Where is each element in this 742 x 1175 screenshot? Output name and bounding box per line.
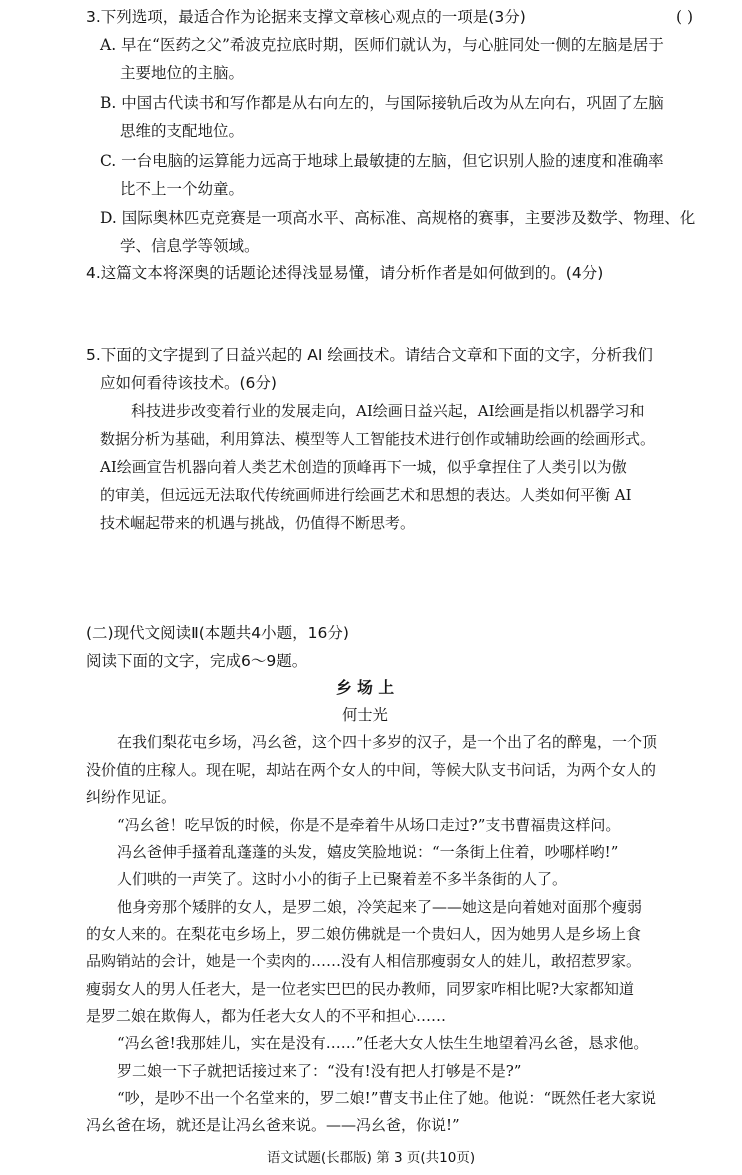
story-paragraph-line: “冯幺爸！吃早饭的时候，你是不是牵着牛从场口走过?”支书曹福贵这样问。: [117, 816, 621, 834]
story-paragraph-line: 人们哄的一声笑了。这时小小的街子上已聚着差不多半条街的人了。: [117, 870, 568, 888]
q3-option-a-line1: A. 早在“医药之父”希波克拉底时期，医师们就认为，与心脏同处一侧的左脑是居于: [100, 36, 664, 54]
story-paragraph-line: “吵，是吵不出一个名堂来的，罗二娘!”曹支书止住了她。他说：“既然任老大家说: [117, 1089, 657, 1107]
story-paragraph-line: “冯幺爸!我那娃儿，实在是没有……”任老大女人怯生生地望着冯幺爸，恳求他。: [117, 1034, 649, 1052]
q5-stem-line2: 应如何看待该技术。(6分): [100, 374, 277, 392]
q3-option-b-line2: 思维的支配地位。: [120, 122, 245, 140]
story-paragraph-line: 冯幺爸在场，就还是让冯幺爸来说。——冯幺爸，你说!”: [86, 1116, 460, 1134]
q3-option-c-line1: C. 一台电脑的运算能力远高于地球上最敏捷的左脑，但它识别人脸的速度和准确率: [100, 152, 664, 170]
q5-material-line: 技术崛起带来的机遇与挑战，仍值得不断思考。: [100, 514, 416, 532]
story-paragraph-line: 他身旁那个矮胖的女人，是罗二娘，冷笑起来了——她这是向着她对面那个瘦弱: [117, 898, 643, 916]
q3-option-d-line2: 学、信息学等领域。: [120, 237, 260, 255]
story-paragraph-line: 的女人来的。在梨花屯乡场上，罗二娘仿佛就是一个贵妇人，因为她男人是乡场上食: [86, 925, 642, 943]
section-instruction: 阅读下面的文字，完成6～9题。: [86, 652, 308, 670]
q3-option-d-line1: D. 国际奥林匹克竞赛是一项高水平、高标准、高规格的赛事，主要涉及数学、物理、化: [100, 209, 696, 227]
q3-option-b-line1: B. 中国古代读书和写作都是从右向左的，与国际接轨后改为从左向右，巩固了左脑: [100, 94, 664, 112]
q3-option-a-line2: 主要地位的主脑。: [120, 64, 245, 82]
q4-stem: 4.这篇文本将深奥的话题论述得浅显易懂，请分析作者是如何做到的。(4分): [86, 264, 604, 282]
story-paragraph-line: 冯幺爸伸手搔着乱蓬蓬的头发，嬉皮笑脸地说：“一条街上住着，吵哪样哟!”: [117, 843, 619, 861]
q5-material-line: 的审美，但远远无法取代传统画师进行绘画艺术和思想的表达。人类如何平衡 AI: [100, 486, 632, 504]
story-paragraph-line: 品购销站的会计，她是一个卖肉的……没有人相信那瘦弱女人的娃儿，敢招惹罗家。: [86, 952, 642, 970]
q5-material-line: AI绘画宣告机器向着人类艺术创造的顶峰再下一城，似乎拿捏住了人类引以为傲: [100, 458, 627, 476]
story-paragraph-line: 是罗二娘在欺侮人，都为任老大女人的不平和担心……: [86, 1007, 447, 1025]
story-paragraph-line: 纠纷作见证。: [86, 788, 177, 806]
section-heading: (二)现代文阅读Ⅱ(本题共4小题，16分): [86, 624, 349, 642]
story-paragraph-line: 在我们梨花屯乡场，冯幺爸，这个四十多岁的汉子，是一个出了名的醉鬼，一个顶: [117, 733, 658, 751]
q5-stem-line1: 5.下面的文字提到了日益兴起的 AI 绘画技术。请结合文章和下面的文字，分析我们: [86, 346, 653, 364]
q3-stem: 3.下列选项，最适合作为论据来支撑文章核心观点的一项是(3分): [86, 8, 526, 26]
q5-material-line: 数据分析为基础，利用算法、模型等人工智能技术进行创作或辅助绘画的绘画形式。: [100, 430, 656, 448]
story-paragraph-line: 没价值的庄稼人。现在呢，却站在两个女人的中间，等候大队支书问话，为两个女人的: [86, 761, 657, 779]
story-author: 何士光: [342, 706, 388, 724]
story-paragraph-line: 瘦弱女人的男人任老大，是一位老实巴巴的民办教师，同罗家咋相比呢?大家都知道: [86, 980, 635, 998]
story-paragraph-line: 罗二娘一下子就把话接过来了：“没有!没有把人打够是不是?”: [117, 1062, 522, 1080]
page-footer: 语文试题(长郡版) 第 3 页(共10页): [266, 1150, 476, 1166]
story-title: 乡 场 上: [335, 678, 395, 697]
q3-option-c-line2: 比不上一个幼童。: [120, 180, 245, 198]
answer-bracket: ( ): [676, 8, 694, 26]
q5-material-line: 科技进步改变着行业的发展走向，AI绘画日益兴起，AI绘画是指以机器学习和: [131, 402, 645, 420]
